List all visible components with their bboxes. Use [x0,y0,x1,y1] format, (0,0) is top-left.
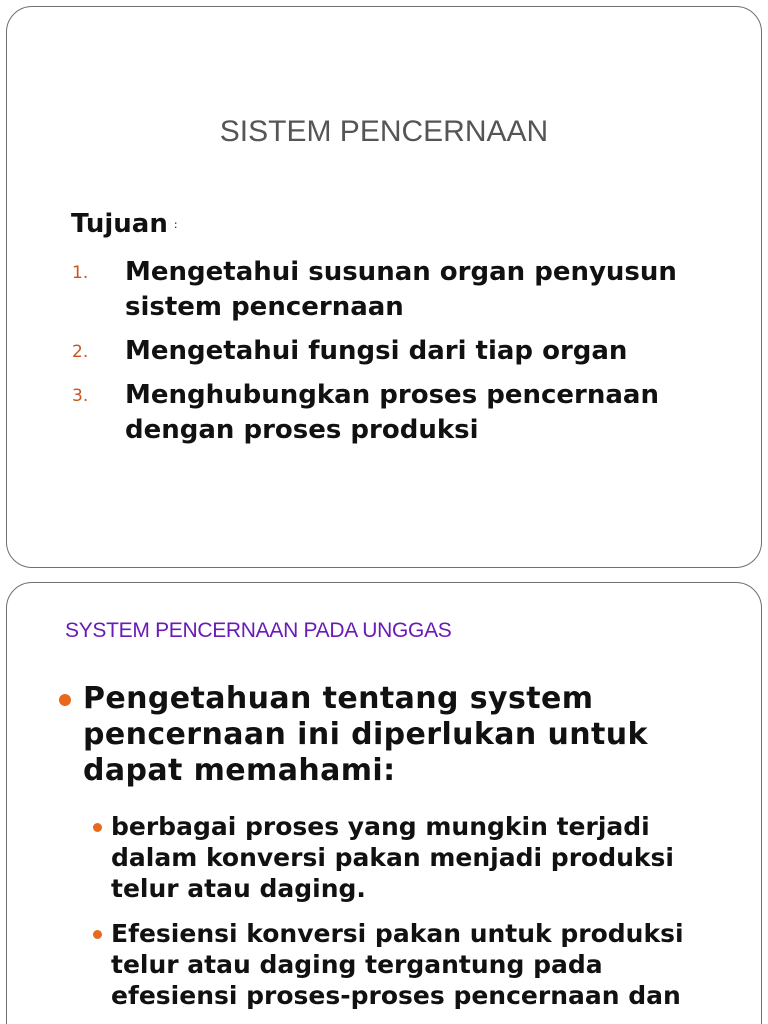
goal-text: Mengetahui susunan organ penyusun sistem pencernaan [125,257,677,322]
goal-number: 3. [72,386,89,406]
goals-list [71,255,711,457]
slide-1-title: SISTEM PENCERNAAN [219,115,549,148]
sub-bullet-text: berbagai proses yang mungkin terjadi dalam konversi pakan menjadi produksi telur atau daging. [111,812,674,903]
slide-2-title: SYSTEM PENCERNAAN PADA UNGGAS [65,619,452,642]
slide-2 [6,582,762,1024]
sub-bullet-text: Efesiensi konversi pakan untuk produksi telur atau daging tergantung pada efesiensi proses-proses pencernaan dan [111,919,684,1010]
tujuan-label: Tujuan [71,209,168,239]
tujuan-heading [71,209,178,239]
bullet-dot-icon [93,930,102,939]
main-bullet-text: Pengetahuan tentang system pencernaan ini diperlukan untuk dapat memahami: [83,681,648,788]
goal-item [71,255,711,325]
sub-bullet-item [91,811,721,904]
goal-text: Mengetahui fungsi dari tiap organ [125,336,628,366]
goal-text: Menghubungkan proses pencernaan dengan proses produksi [125,380,659,445]
bullet-dot-icon [93,823,102,832]
slide-1 [6,6,762,568]
goal-number: 1. [72,263,89,283]
main-bullet [55,681,703,789]
goal-number: 2. [72,342,89,362]
sub-bullet-list [91,811,721,1024]
tujuan-colon: : [173,218,178,231]
sub-bullet-item [91,918,721,1011]
goal-item [71,334,711,369]
goal-item [71,378,711,448]
bullet-dot-icon [59,694,71,706]
